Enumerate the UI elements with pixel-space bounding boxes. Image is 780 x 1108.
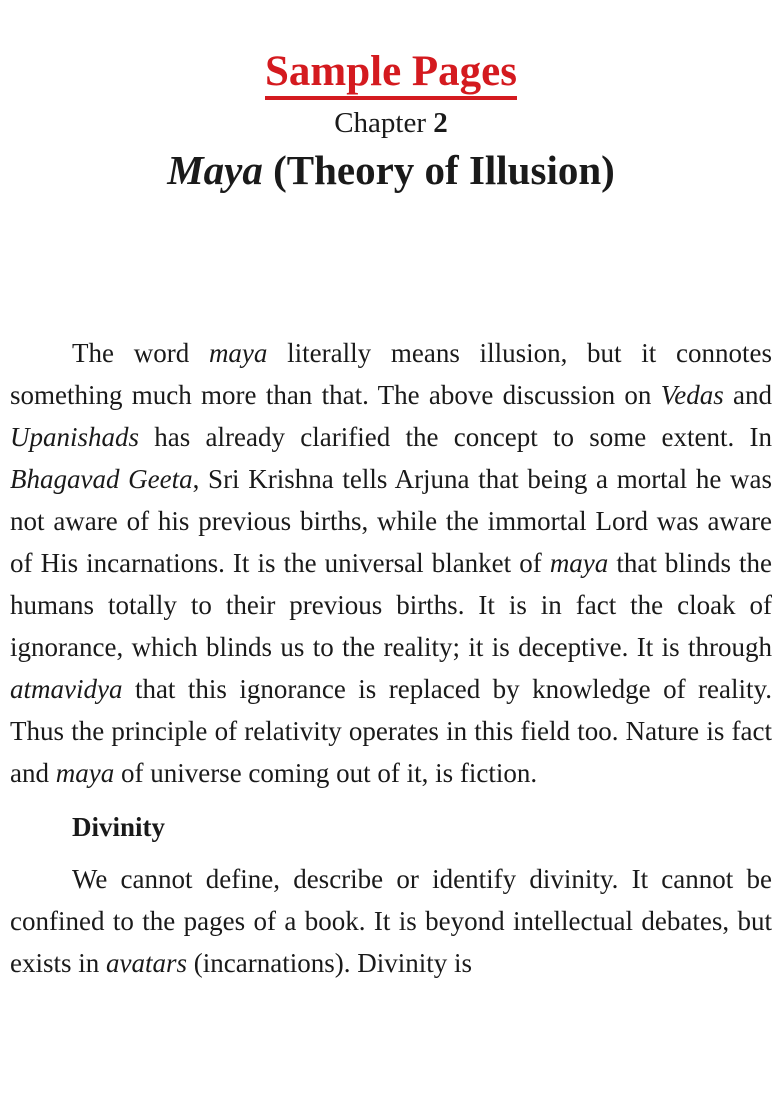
text-run: that this ignorance is replaced by knowledge of reality. Thus the principle of relativity operates in this field too. Nature is fact and xyxy=(10,674,772,788)
chapter-title-italic: Maya xyxy=(167,147,263,193)
italic-term: Bhagavad Geeta xyxy=(10,464,193,494)
italic-term: avatars xyxy=(106,948,188,978)
body-text xyxy=(10,332,772,984)
chapter-number: 2 xyxy=(433,107,448,139)
section-heading-divinity: Divinity xyxy=(72,812,166,842)
chapter-title xyxy=(10,146,772,194)
italic-term: maya xyxy=(55,758,115,788)
text-run: (incarnations). Divinity is xyxy=(187,948,472,978)
chapter-title-rest: (Theory of Illusion) xyxy=(273,147,615,193)
paragraph-divinity xyxy=(10,858,772,984)
italic-term: Upanishads xyxy=(10,422,140,452)
text-run: , Sri Krishna tells Arjuna that being a mortal he was not aware of his previous births, while the immortal Lord was aware of His incarnations. It is the universal blanket of xyxy=(10,464,772,578)
italic-term: maya xyxy=(549,548,609,578)
banner-text: Sample Pages xyxy=(265,48,517,100)
italic-term: maya xyxy=(208,338,268,368)
chapter-word: Chapter xyxy=(334,107,427,139)
text-run: We cannot define, describe or identify divinity. It cannot be confined to the pages of a book. It is beyond intellectual debates, but exists in xyxy=(10,864,772,978)
text-run: has already clarified the concept to some extent. In xyxy=(139,422,772,452)
text-run: of universe coming out of it, is fiction. xyxy=(114,758,538,788)
chapter-label xyxy=(10,106,772,140)
paragraph-maya xyxy=(10,332,772,794)
italic-term: atmavidya xyxy=(10,674,123,704)
text-run: and xyxy=(723,380,772,410)
italic-term: Vedas xyxy=(660,380,724,410)
sample-pages-banner xyxy=(10,48,772,104)
text-run: literally means illusion, but it connotes something much more than that. The above discussion on xyxy=(10,338,773,410)
text-run: The word xyxy=(72,338,209,368)
text-run: that blinds the humans totally to their previous births. It is in fact the cloak of ignorance, which blinds us to the reality; it is deceptive. It is through xyxy=(10,548,773,662)
